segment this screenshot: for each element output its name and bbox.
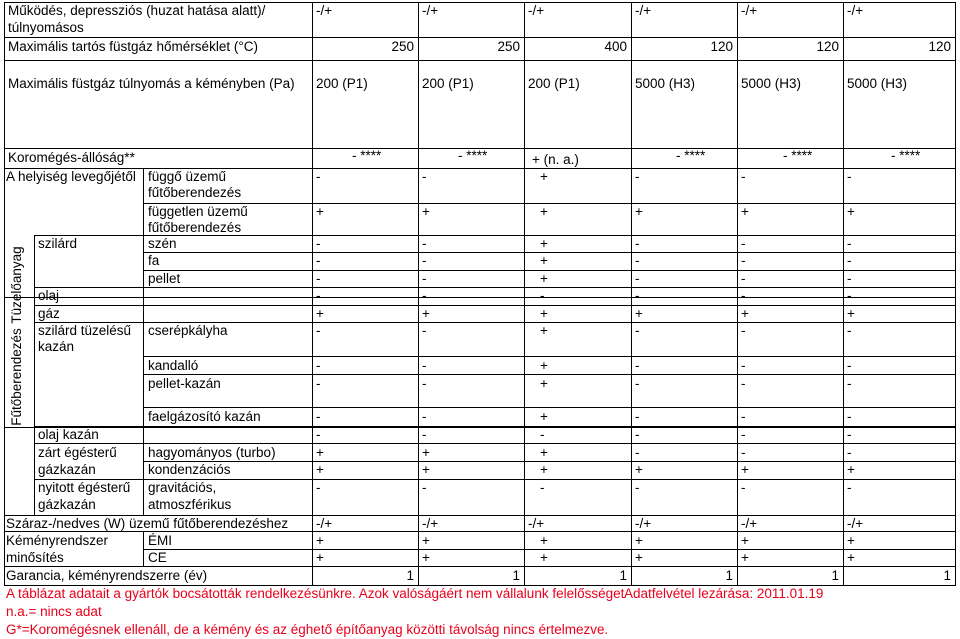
oil-fuel-value: - — [540, 288, 545, 303]
oil-fuel-value: - — [635, 288, 640, 303]
grid-line — [143, 270, 956, 271]
stove-label: kandalló — [148, 358, 199, 373]
chimney-rating-label: Kéményrendszer — [6, 533, 109, 548]
independent-label: független üzemű — [148, 204, 248, 219]
soot-resistance-value: - **** — [352, 148, 382, 163]
grid-line — [34, 287, 956, 288]
grid-line — [631, 2, 632, 586]
wood-value: + — [540, 253, 548, 268]
condensing-value: + — [316, 462, 324, 477]
oil-fuel-value: - — [316, 288, 321, 303]
wood-label: fa — [148, 253, 160, 268]
grid-line — [4, 2, 5, 586]
solid-fuel-label: szilárd — [38, 236, 78, 251]
operation-label-cont: túlnyomásos — [8, 20, 84, 35]
fuel-side-label: Tüzelőanyag — [9, 246, 24, 324]
dry-wet-value: -/+ — [528, 516, 545, 531]
warranty-value: 1 — [619, 568, 627, 583]
dry-wet-value: -/+ — [635, 516, 652, 531]
coal-value: - — [316, 236, 321, 251]
max-temp-value: 120 — [928, 39, 951, 54]
grid-line — [34, 443, 956, 444]
traditional-value: + — [422, 445, 430, 460]
grid-line — [524, 2, 525, 586]
dry-wet-label: Száraz-/nedves (W) üzemű fűtőberendezéshez — [6, 516, 289, 531]
traditional-value: + — [540, 445, 548, 460]
dependent-value: - — [741, 169, 746, 184]
max-temp-value: 250 — [391, 39, 414, 54]
soot-resistance-label: Koromégés-állóság** — [8, 150, 135, 165]
grid-line — [143, 168, 144, 515]
tile-stove-value: + — [540, 323, 548, 338]
coal-value: - — [741, 236, 746, 251]
pellet-boiler-value: - — [422, 376, 427, 391]
warranty-value: 1 — [512, 568, 520, 583]
note-disclaimer: A táblázat adatait a gyártók bocsátották rendelkezésünkre. Azok valóságáért nem vállalunk felelősséget — [6, 586, 625, 601]
stove-value: - — [316, 358, 321, 373]
grid-line — [4, 168, 956, 169]
traditional-value: - — [635, 445, 640, 460]
gravity-value: - — [316, 480, 321, 495]
grid-line — [143, 531, 144, 566]
independent-value: + — [635, 204, 643, 219]
max-temp-value: 400 — [604, 39, 627, 54]
pellet-value: - — [741, 271, 746, 286]
max-pressure-label: Maximális füstgáz túlnyomás a kéményben (Pa) — [8, 76, 295, 91]
max-pressure-value: 200 (P1) — [422, 76, 474, 91]
grid-line — [4, 60, 956, 61]
gas-fuel-value: + — [635, 306, 643, 321]
dependent-label: függő üzemű — [148, 169, 227, 184]
wood-value: - — [316, 253, 321, 268]
ce-label: CE — [148, 550, 167, 565]
pellet-boiler-value: - — [847, 376, 852, 391]
emi-value: + — [741, 533, 749, 548]
soot-resistance-value: + (n. a.) — [532, 152, 579, 167]
independent-value: + — [316, 204, 324, 219]
oil-boiler-value: - — [540, 427, 545, 442]
gasifier-value: - — [635, 409, 640, 424]
open-gas-boiler-label-cont: gázkazán — [38, 497, 96, 512]
dependent-value: + — [540, 169, 548, 184]
dependent-value: - — [635, 169, 640, 184]
max-temp-value: 120 — [710, 39, 733, 54]
soot-resistance-value: - **** — [891, 148, 921, 163]
soot-resistance-value: - **** — [676, 148, 706, 163]
independent-value: + — [847, 204, 855, 219]
dependent-value: - — [316, 169, 321, 184]
tile-stove-value: - — [316, 323, 321, 338]
traditional-value: + — [316, 445, 324, 460]
tile-stove-value: - — [847, 323, 852, 338]
pellet-boiler-value: - — [635, 376, 640, 391]
emi-value: + — [316, 533, 324, 548]
grid-line — [843, 2, 844, 586]
gasifier-value: - — [316, 409, 321, 424]
dependent-label-cont: fűtőberendezés — [148, 185, 242, 200]
independent-value: + — [540, 204, 548, 219]
ce-value: + — [316, 550, 324, 565]
device-side-label: Fűtőberendezés — [9, 328, 24, 426]
pellet-label: pellet — [148, 271, 181, 286]
air-dependency-label: A helyiség levegőjétől — [6, 169, 136, 184]
grid-line — [34, 235, 35, 515]
ce-value: + — [635, 550, 643, 565]
chimney-rating-label-cont: minősítés — [6, 550, 64, 565]
dependent-value: - — [422, 169, 427, 184]
max-pressure-value: 5000 (H3) — [635, 76, 696, 91]
independent-value: + — [741, 204, 749, 219]
soot-resistance-value: - **** — [783, 148, 813, 163]
gasifier-label: faelgázosító kazán — [148, 409, 261, 424]
max-pressure-value: 200 (P1) — [316, 76, 368, 91]
wood-value: - — [847, 253, 852, 268]
dry-wet-value: -/+ — [847, 516, 864, 531]
traditional-value: - — [741, 445, 746, 460]
oil-boiler-value: - — [847, 427, 852, 442]
grid-line — [4, 566, 956, 567]
condensing-value: + — [847, 462, 855, 477]
gas-fuel-value: + — [540, 306, 548, 321]
condensing-value: + — [741, 462, 749, 477]
traditional-value: - — [847, 445, 852, 460]
independent-value: + — [422, 204, 430, 219]
gas-fuel-value: + — [422, 306, 430, 321]
operation-value: -/+ — [847, 3, 864, 18]
grid-line — [737, 2, 738, 586]
coal-label: szén — [148, 236, 177, 251]
gravity-value: - — [422, 480, 427, 495]
oil-boiler-value: - — [741, 427, 746, 442]
coal-value: + — [540, 236, 548, 251]
independent-label-cont: fűtőberendezés — [148, 220, 242, 235]
grid-line — [34, 305, 956, 306]
closed-gas-boiler-label-cont: gázkazán — [38, 462, 96, 477]
oil-boiler-label: olaj kazán — [38, 427, 99, 442]
dry-wet-value: -/+ — [316, 516, 333, 531]
ce-value: + — [422, 550, 430, 565]
grid-line — [955, 2, 956, 586]
note-soot: G*=Koromégésnek ellenáll, de a kémény és az éghető építőanyag közötti távolság nincs értelmezve. — [6, 622, 609, 637]
tile-stove-value: - — [422, 323, 427, 338]
closed-gas-boiler-label: zárt égésterű — [38, 445, 117, 460]
open-gas-boiler-label: nyitott égésterű — [38, 480, 131, 495]
oil-fuel-value: - — [741, 288, 746, 303]
warranty-value: 1 — [725, 568, 733, 583]
gravity-label: gravitációs, — [148, 480, 217, 495]
grid-line — [4, 37, 956, 38]
emi-value: + — [540, 533, 548, 548]
wood-value: - — [741, 253, 746, 268]
warranty-value: 1 — [943, 568, 951, 583]
wood-value: - — [635, 253, 640, 268]
oil-boiler-value: - — [316, 427, 321, 442]
warranty-value: 1 — [831, 568, 839, 583]
condensing-value: + — [540, 462, 548, 477]
emi-value: + — [422, 533, 430, 548]
oil-boiler-value: - — [635, 427, 640, 442]
pellet-value: - — [847, 271, 852, 286]
grid-line — [143, 356, 956, 357]
pellet-boiler-value: - — [316, 376, 321, 391]
grid-line — [143, 252, 956, 253]
gas-fuel-value: + — [847, 306, 855, 321]
solid-boiler-label: szilárd tüzelésű — [38, 323, 132, 338]
grid-line — [143, 461, 956, 462]
condensing-value: + — [635, 462, 643, 477]
dry-wet-value: -/+ — [422, 516, 439, 531]
coal-value: - — [635, 236, 640, 251]
max-pressure-value: 200 (P1) — [528, 76, 580, 91]
grid-line — [4, 297, 956, 298]
soot-resistance-value: - **** — [458, 148, 488, 163]
gravity-value: - — [741, 480, 746, 495]
traditional-label: hagyományos (turbo) — [148, 445, 276, 460]
pellet-value: - — [422, 271, 427, 286]
tile-stove-value: - — [741, 323, 746, 338]
coal-value: - — [422, 236, 427, 251]
operation-value: -/+ — [316, 3, 333, 18]
pellet-value: - — [635, 271, 640, 286]
condensing-label: kondenzációs — [148, 462, 231, 477]
gasifier-value: - — [422, 409, 427, 424]
gravity-value: - — [635, 480, 640, 495]
grid-line — [143, 203, 956, 204]
grid-line — [418, 2, 419, 586]
stove-value: - — [847, 358, 852, 373]
coal-value: - — [847, 236, 852, 251]
emi-value: + — [847, 533, 855, 548]
max-pressure-value: 5000 (H3) — [847, 76, 908, 91]
stove-value: - — [741, 358, 746, 373]
max-temp-label: Maximális tartós füstgáz hőmérséklet (°C) — [8, 39, 258, 54]
condensing-value: + — [422, 462, 430, 477]
grid-line — [143, 374, 956, 375]
oil-boiler-value: - — [422, 427, 427, 442]
gas-fuel-value: + — [741, 306, 749, 321]
max-temp-value: 120 — [816, 39, 839, 54]
max-temp-value: 250 — [497, 39, 520, 54]
operation-value: -/+ — [635, 3, 652, 18]
oil-fuel-value: - — [847, 288, 852, 303]
gas-fuel-value: + — [316, 306, 324, 321]
max-pressure-value: 5000 (H3) — [741, 76, 802, 91]
ce-value: + — [741, 550, 749, 565]
oil-fuel-label: olaj — [38, 288, 60, 303]
tile-stove-label: cserépkályha — [148, 323, 228, 338]
warranty-label: Garancia, kéményrendszerre (év) — [6, 568, 208, 583]
operation-value: -/+ — [741, 3, 758, 18]
gravity-value: - — [540, 480, 545, 495]
stove-value: - — [635, 358, 640, 373]
tile-stove-value: - — [635, 323, 640, 338]
operation-label: Működés, depressziós (huzat hatása alatt)/ — [8, 3, 266, 18]
emi-value: + — [635, 533, 643, 548]
dry-wet-value: -/+ — [741, 516, 758, 531]
pellet-value: + — [540, 271, 548, 286]
grid-line — [143, 407, 956, 408]
note-na: n.a.= nincs adat — [6, 604, 102, 619]
operation-value: -/+ — [422, 3, 439, 18]
gasifier-value: - — [847, 409, 852, 424]
gravity-label-cont: atmoszférikus — [148, 497, 232, 512]
gravity-value: - — [847, 480, 852, 495]
pellet-boiler-label: pellet-kazán — [148, 376, 221, 391]
ce-value: + — [847, 550, 855, 565]
grid-line — [143, 549, 956, 550]
operation-value: -/+ — [528, 3, 545, 18]
emi-label: ÉMI — [148, 533, 173, 548]
stove-value: + — [540, 358, 548, 373]
wood-value: - — [422, 253, 427, 268]
grid-line — [4, 427, 956, 428]
pellet-value: - — [316, 271, 321, 286]
grid-line — [34, 426, 956, 427]
gasifier-value: + — [540, 409, 548, 424]
note-closing-date: Adatfelvétel lezárása: 2011.01.19 — [624, 586, 824, 601]
pellet-boiler-value: - — [741, 376, 746, 391]
oil-fuel-value: - — [422, 288, 427, 303]
stove-value: - — [422, 358, 427, 373]
gas-fuel-label: gáz — [38, 306, 60, 321]
dependent-value: - — [847, 169, 852, 184]
warranty-value: 1 — [406, 568, 414, 583]
ce-value: + — [540, 550, 548, 565]
solid-boiler-label-cont: kazán — [38, 339, 75, 354]
grid-line — [312, 2, 313, 586]
pellet-boiler-value: + — [540, 376, 548, 391]
gasifier-value: - — [741, 409, 746, 424]
